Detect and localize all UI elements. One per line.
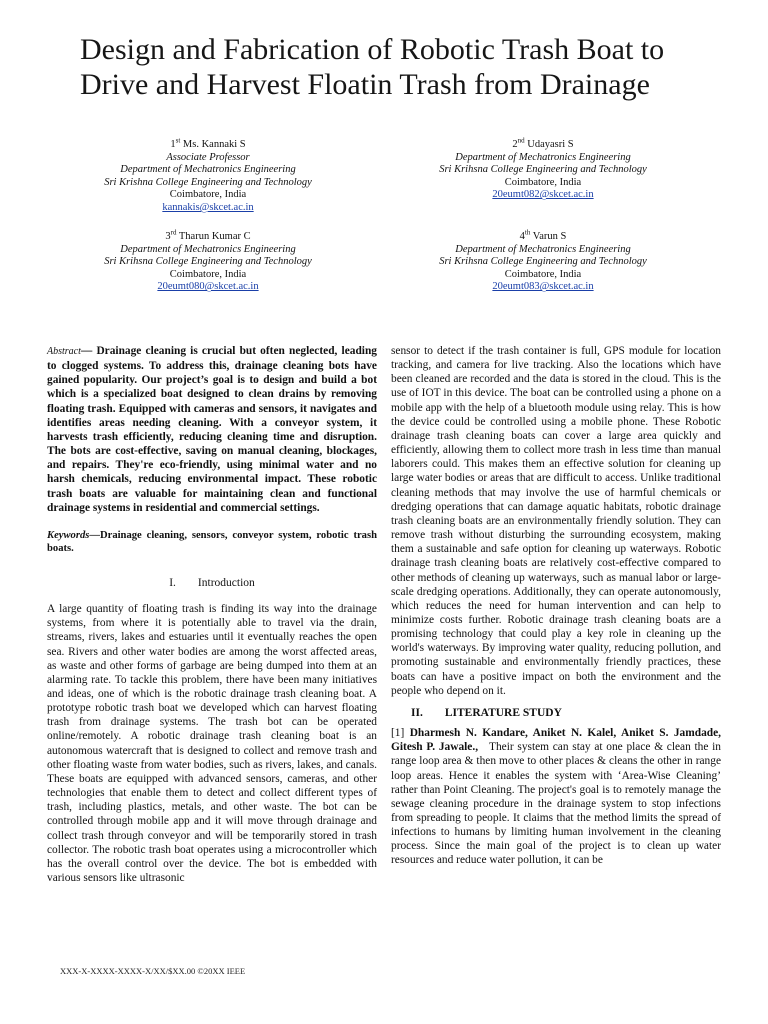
left-column bbox=[47, 344, 377, 885]
section-heading-literature-study: II. LITERATURE STUDY bbox=[411, 706, 562, 719]
author-name: 1st Ms. Kannaki S bbox=[170, 136, 246, 150]
author-dept: Department of Mechatronics Engineering bbox=[455, 243, 631, 255]
ref-authors: Dharmesh N. Kandare, Aniket N. Kalel, Aniket S. Jamdade, Gitesh P. Jawale., bbox=[391, 727, 721, 754]
author-inst: Sri Krihsna College Engineering and Technology bbox=[439, 256, 647, 268]
keywords: Keywords—Drainage cleaning, sensors, conveyor system, robotic trash boats. bbox=[47, 529, 377, 555]
introduction-text: A large quantity of floating trash is finding its way into the drainage systems, from where it is potentially able to travel via the drain, streams, rivers, lakes and estuaries until it eventually reaches the open sea. Rivers and other water bodies are among the worst affected areas, as waste and other forms of garbage are being dumped into them at an alarming rate. To tackle this problem, there have been many initiatives and ideas, one of which is the robotic drainage trash cleaning boat. A prototype robotic trash boat we developed which can harvest floating trash from drainage systems. The trash bot can be operated online/remotely. A robotic drainage trash cleaning boat is an autonomous watercraft that is designed to collect and remove trash and other floating waste from water bodies, such as rivers, lakes, and canals. These boats are equipped with advanced sensors, cameras, and other technologies that enable them to detect and collect different types of trash, including plastics, metals, and other waste. The bot can be controlled through mobile app and it will move through drainage and collect trash through conveyor and will be temporarily stored in trash collector. The robotic trash boat operates using a microcontroller which has the overall control over the device. The bot is embedded with various sensors like ultrasonic bbox=[47, 603, 377, 884]
author-block-2 bbox=[383, 136, 703, 202]
author-role: Associate Professor bbox=[166, 151, 250, 163]
author-dept: Department of Mechatronics Engineering bbox=[455, 151, 631, 163]
footer-copyright: XXX-X-XXXX-XXXX-X/XX/$XX.00 ©20XX IEEE bbox=[60, 966, 246, 976]
author-city: Coimbatore, India bbox=[504, 268, 582, 280]
abstract: Abstract— Drainage cleaning is crucial but often neglected, leading to clogged systems. To address this, drainage cleaning bots have gained popularity. Our project’s goal is to design and build a bot which is a specialized boat designed to clean drains by removing floating trash. Equipped with cameras and sensors, it navigates and identifies areas needing cleaning. With a conveyor system, it harvests trash efficiently, reducing cleaning time and disruption. The bots are cost-effective, saving on manual cleaning, blockages, and repairs. They're eco-friendly, using minimal water and no harsh chemicals, reducing environmental impact. These robotic trash boats are valuable for maintaining clean and functional drainage systems in residential and commercial settings. bbox=[47, 345, 377, 514]
ref-text: Their system can stay at one place & clean the in range loop area & then move to other places & cleans the other in range loop areas. Hence it enables the system with ‘Area-Wise Cleaning’ rather than Point Cleaning. The project's goal is to remotely manage the sewage cleaning procedure in the drainage system to stop infections from spreading to people. It claims that the method limits the spread of infections to humans by limiting human involvement in the cleaning process. Since the main goal of the project is to clean up water resources and reduce water pollution, it can be bbox=[391, 741, 721, 867]
abstract-text: Drainage cleaning is crucial but often neglected, leading to clogged systems. To address this, drainage cleaning bots have gained popularity. Our project’s goal is to design and build a bot which is a specialized boat designed to clean drains by removing floating trash. Equipped with cameras and sensors, it navigates and identifies areas needing cleaning. With a conveyor system, it harvests trash efficiently, reducing cleaning time and disruption. The bots are cost-effective, saving on manual cleaning, blockages, and repairs. They're eco-friendly, using minimal water and no harsh chemicals, reducing environmental impact. These robotic trash boats are valuable for maintaining clean and functional drainage systems in residential and commercial settings. bbox=[47, 345, 377, 514]
introduction-continued-text: sensor to detect if the trash container is full, GPS module for location tracking, and camera for live tracking. Also the locations which have been cleaned are recorded and the data is stored in the cloud. This is the use of IOT in this device. The boat can be controlled using a phone on a mobile app with the help of a bluetooth module using relay. This is how the device could be controlled using a mobile phone. These Robotic drainage trash cleaning boats can cover a large area quickly and efficiently, allowing them to collect more trash in less time than manual laborers could. This makes them an effective solution for cleaning up large water bodies or areas that are difficult to access. Unlike traditional cleaning methods that may involve the use of harmful chemicals or dredging operations that can damage aquatic habitats, robotic drainage trash cleaning boats are an environmentally friendly solution. They can remove trash without disturbing the surrounding ecosystem, making them a sustainable and safe option for cleaning up waterways. Robotic drainage trash cleaning boats are relatively cost-effective compared to other methods of cleaning up waterways, such as manual labor or large-scale dredging operations. Additionally, they can operate autonomously, which reduces the need for human intervention and can help to minimize costs further. Robotic drainage trash cleaning boats are a promising technology that could play a key role in cleaning up the world's waterways. By improving water quality, reducing pollution, and promoting sustainable and environmentally friendly practices, these boats can have a positive impact on both the environment and the people who depend on it. bbox=[391, 345, 721, 697]
section-heading-introduction: I. Introduction bbox=[169, 576, 255, 589]
author-email-link[interactable]: kannakis@skcet.ac.in bbox=[162, 201, 254, 213]
author-block-4 bbox=[383, 228, 703, 294]
author-email-link[interactable]: 20eumt080@skcet.ac.in bbox=[157, 281, 259, 293]
right-column bbox=[391, 344, 721, 868]
author-inst: Sri Krishna College Engineering and Technology bbox=[104, 176, 312, 188]
author-inst: Sri Krihsna College Engineering and Technology bbox=[439, 164, 647, 176]
keywords-text: Drainage cleaning, sensors, conveyor system, robotic trash boats. bbox=[47, 529, 377, 555]
abstract-label: Abstract bbox=[47, 346, 81, 357]
author-email-link[interactable]: 20eumt083@skcet.ac.in bbox=[492, 281, 594, 293]
author-dept: Department of Mechatronics Engineering bbox=[120, 164, 296, 176]
author-block-1 bbox=[48, 136, 368, 215]
author-name: 2nd Udayasri S bbox=[512, 136, 574, 150]
author-dept: Department of Mechatronics Engineering bbox=[120, 243, 296, 255]
paper-title: Design and Fabrication of Robotic Trash Boat to Drive and Harvest Floatin Trash from Drainage bbox=[80, 33, 665, 101]
author-city: Coimbatore, India bbox=[169, 189, 247, 201]
author-inst: Sri Krihsna College Engineering and Technology bbox=[104, 256, 312, 268]
literature-ref-1 bbox=[391, 726, 721, 868]
author-city: Coimbatore, India bbox=[169, 268, 247, 280]
author-block-3 bbox=[48, 228, 368, 294]
keywords-label: Keywords bbox=[47, 529, 90, 541]
author-city: Coimbatore, India bbox=[504, 176, 582, 188]
ref-number: [1] bbox=[391, 727, 405, 740]
author-email-link[interactable]: 20eumt082@skcet.ac.in bbox=[492, 189, 594, 201]
author-name: 3rd Tharun Kumar C bbox=[165, 228, 251, 242]
author-name: 4th Varun S bbox=[519, 228, 567, 242]
